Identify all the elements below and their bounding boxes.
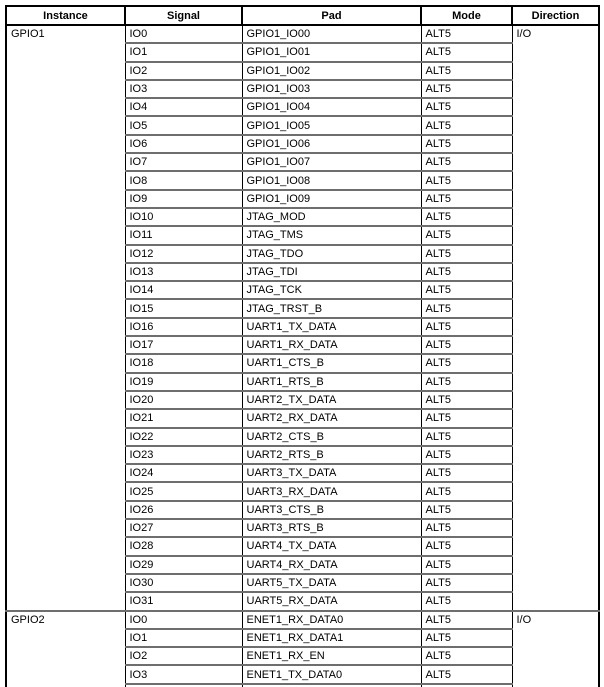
pad-cell: GPIO1_IO08 (242, 171, 421, 189)
signal-cell: IO11 (125, 226, 242, 244)
mode-cell: ALT5 (421, 171, 512, 189)
mode-cell: ALT5 (421, 592, 512, 610)
pad-cell: ENET1_TX_DATA0 (242, 665, 421, 683)
mode-cell: ALT5 (421, 556, 512, 574)
signal-cell: IO31 (125, 592, 242, 610)
pad-cell: JTAG_TMS (242, 226, 421, 244)
signal-cell: IO20 (125, 391, 242, 409)
signal-cell: IO13 (125, 263, 242, 281)
pad-cell: UART2_RX_DATA (242, 409, 421, 427)
signal-cell: IO12 (125, 245, 242, 263)
signal-cell: IO10 (125, 208, 242, 226)
signal-cell: IO23 (125, 446, 242, 464)
mode-cell: ALT5 (421, 318, 512, 336)
column-header-mode: Mode (421, 6, 512, 25)
mode-cell: ALT5 (421, 263, 512, 281)
mode-cell: ALT5 (421, 482, 512, 500)
pad-cell: UART5_RX_DATA (242, 592, 421, 610)
signal-cell: IO3 (125, 665, 242, 683)
mode-cell: ALT5 (421, 574, 512, 592)
table-body (6, 25, 599, 687)
signal-cell: IO18 (125, 354, 242, 372)
pad-cell: JTAG_TDI (242, 263, 421, 281)
direction-cell: I/O (512, 25, 599, 611)
pad-cell: UART4_RX_DATA (242, 556, 421, 574)
signal-cell: IO0 (125, 611, 242, 629)
signal-cell: IO14 (125, 281, 242, 299)
table-row (6, 611, 599, 629)
pad-cell: GPIO1_IO01 (242, 43, 421, 61)
pad-cell: ENET1_RX_DATA1 (242, 629, 421, 647)
table-row (6, 25, 599, 43)
instance-cell: GPIO1 (6, 25, 125, 611)
mode-cell: ALT5 (421, 409, 512, 427)
pad-cell: GPIO1_IO00 (242, 25, 421, 43)
pad-cell: UART2_CTS_B (242, 428, 421, 446)
mode-cell: ALT5 (421, 62, 512, 80)
pad-cell: ENET1_RX_EN (242, 647, 421, 665)
mode-cell: ALT5 (421, 98, 512, 116)
pinmux-table (5, 5, 600, 687)
signal-cell: IO5 (125, 116, 242, 134)
signal-cell: IO2 (125, 62, 242, 80)
column-header-instance: Instance (6, 6, 125, 25)
pad-cell: GPIO1_IO04 (242, 98, 421, 116)
signal-cell: IO24 (125, 464, 242, 482)
mode-cell: ALT5 (421, 354, 512, 372)
signal-cell: IO8 (125, 171, 242, 189)
signal-cell: IO6 (125, 135, 242, 153)
signal-cell: IO29 (125, 556, 242, 574)
mode-cell: ALT5 (421, 501, 512, 519)
mode-cell: ALT5 (421, 519, 512, 537)
mode-cell: ALT5 (421, 373, 512, 391)
pad-cell: JTAG_TDO (242, 245, 421, 263)
pad-cell: GPIO1_IO06 (242, 135, 421, 153)
signal-cell: IO1 (125, 629, 242, 647)
signal-cell: IO25 (125, 482, 242, 500)
pad-cell: JTAG_TCK (242, 281, 421, 299)
signal-cell: IO19 (125, 373, 242, 391)
pad-cell: UART1_CTS_B (242, 354, 421, 372)
mode-cell: ALT5 (421, 391, 512, 409)
table-header-row (6, 6, 599, 25)
pad-cell: GPIO1_IO09 (242, 190, 421, 208)
column-header-pad: Pad (242, 6, 421, 25)
signal-cell: IO30 (125, 574, 242, 592)
signal-cell: IO17 (125, 336, 242, 354)
signal-cell: IO21 (125, 409, 242, 427)
pad-cell: JTAG_TRST_B (242, 299, 421, 317)
signal-cell: IO0 (125, 25, 242, 43)
pad-cell: UART3_TX_DATA (242, 464, 421, 482)
column-header-direction: Direction (512, 6, 599, 25)
pad-cell: GPIO1_IO05 (242, 116, 421, 134)
signal-cell: IO27 (125, 519, 242, 537)
mode-cell: ALT5 (421, 190, 512, 208)
pad-cell: UART3_RX_DATA (242, 482, 421, 500)
signal-cell: IO16 (125, 318, 242, 336)
pad-cell: GPIO1_IO07 (242, 153, 421, 171)
mode-cell: ALT5 (421, 665, 512, 683)
signal-cell: IO2 (125, 647, 242, 665)
mode-cell: ALT5 (421, 153, 512, 171)
signal-cell: IO22 (125, 428, 242, 446)
pad-cell: UART1_TX_DATA (242, 318, 421, 336)
mode-cell: ALT5 (421, 226, 512, 244)
mode-cell: ALT5 (421, 208, 512, 226)
signal-cell: IO9 (125, 190, 242, 208)
direction-cell: I/O (512, 611, 599, 687)
mode-cell: ALT5 (421, 80, 512, 98)
pad-cell: UART1_RX_DATA (242, 336, 421, 354)
mode-cell: ALT5 (421, 281, 512, 299)
signal-cell: IO1 (125, 43, 242, 61)
mode-cell: ALT5 (421, 428, 512, 446)
mode-cell: ALT5 (421, 611, 512, 629)
pad-cell: JTAG_MOD (242, 208, 421, 226)
signal-cell: IO4 (125, 98, 242, 116)
pad-cell: UART4_TX_DATA (242, 537, 421, 555)
pad-cell: GPIO1_IO02 (242, 62, 421, 80)
signal-cell: IO26 (125, 501, 242, 519)
mode-cell: ALT5 (421, 336, 512, 354)
mode-cell: ALT5 (421, 299, 512, 317)
mode-cell: ALT5 (421, 647, 512, 665)
pad-cell: UART3_RTS_B (242, 519, 421, 537)
signal-cell: IO28 (125, 537, 242, 555)
mode-cell: ALT5 (421, 537, 512, 555)
pad-cell: UART1_RTS_B (242, 373, 421, 391)
pad-cell: UART5_TX_DATA (242, 574, 421, 592)
column-header-signal: Signal (125, 6, 242, 25)
signal-cell: IO7 (125, 153, 242, 171)
pad-cell: ENET1_RX_DATA0 (242, 611, 421, 629)
mode-cell: ALT5 (421, 116, 512, 134)
mode-cell: ALT5 (421, 464, 512, 482)
signal-cell: IO3 (125, 80, 242, 98)
signal-cell: IO15 (125, 299, 242, 317)
mode-cell: ALT5 (421, 245, 512, 263)
pad-cell: UART3_CTS_B (242, 501, 421, 519)
instance-cell: GPIO2 (6, 611, 125, 687)
mode-cell: ALT5 (421, 629, 512, 647)
mode-cell: ALT5 (421, 135, 512, 153)
pad-cell: GPIO1_IO03 (242, 80, 421, 98)
pad-cell: UART2_RTS_B (242, 446, 421, 464)
mode-cell: ALT5 (421, 446, 512, 464)
mode-cell: ALT5 (421, 43, 512, 61)
mode-cell: ALT5 (421, 25, 512, 43)
pad-cell: UART2_TX_DATA (242, 391, 421, 409)
